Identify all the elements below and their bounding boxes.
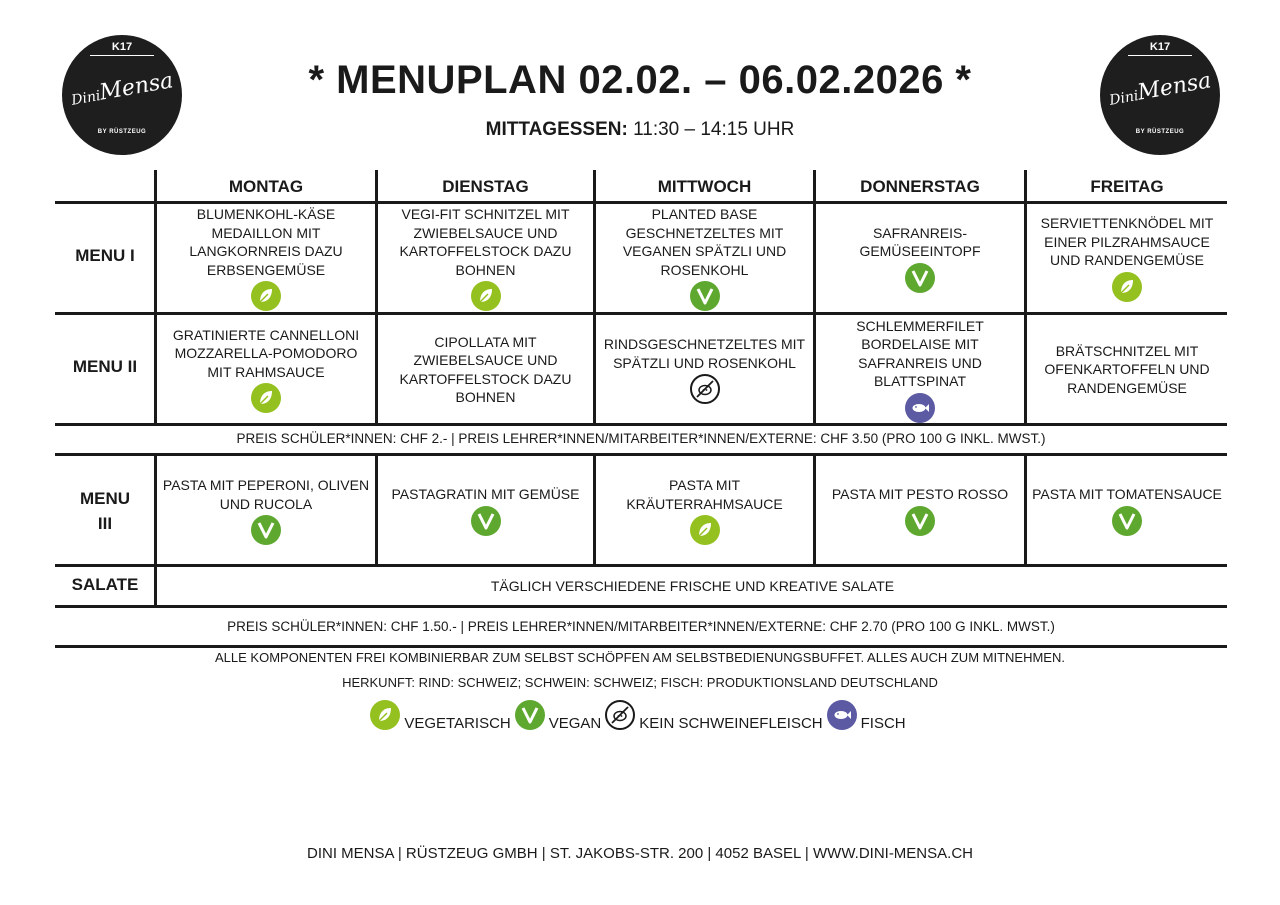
dish-text: GRATINIERTE CANNELLONI MOZZARELLA-POMODORO MIT RAHMSAUCE [172,326,360,380]
table-rule [55,564,1227,567]
vegan-icon [905,506,935,536]
legend [0,700,1280,730]
vegan-icon [515,700,545,730]
origin-note: HERKUNFT: RIND: SCHWEIZ; SCHWEIN: SCHWEIZ; FISCH: PRODUKTIONSLAND DEUTSCHLAND [342,675,938,690]
legend-vegan [515,700,602,730]
vegetarian-icon [370,700,400,730]
row-label-menu1: MENU I [75,246,135,265]
page-subtitle [0,119,1280,141]
menu3-monday [157,457,375,564]
dish-text: BLUMENKOHL-KÄSE MEDAILLON MIT LANGKORNREIS DAZU ERBSENGEMÜSE [189,206,343,278]
subtitle-label: MITTAGESSEN: [485,119,628,140]
vegan-icon [251,515,281,545]
dish-text: SAFRANREIS-GEMÜSEEINTOPF [859,224,981,259]
vegetarian-icon [690,515,720,545]
menu2-tuesday [378,316,593,423]
day-header-monday: MONTAG [228,177,304,196]
day-header-thursday: DONNERSTAG [860,177,980,196]
vegan-icon [690,281,720,311]
logo-divider [90,55,154,56]
dish-text: PASTA MIT KRÄUTERRAHMSAUCE [626,477,783,512]
salate-text: TÄGLICH VERSCHIEDENE FRISCHE UND KREATIVE SALATE [490,578,895,594]
row-label-menu3 [55,486,155,536]
dish-text: RINDSGESCHNETZELTES MIT SPÄTZLI UND ROSENKOHL [603,336,806,371]
legend-label: VEGETARISCH [404,715,511,732]
menu3-wednesday [596,457,813,564]
dish-text: BRÄTSCHNITZEL MIT OFENKARTOFFELN UND RANDENGEMÜSE [1044,342,1210,396]
dish-text: PASTA MIT PEPERONI, OLIVEN UND RUCOLA [162,477,370,512]
day-header-tuesday: DIENSTAG [442,177,529,196]
table-rule [55,312,1227,315]
dish-text: VEGI-FIT SCHNITZEL MIT ZWIEBELSAUCE UND KARTOFFELSTOCK DAZU BOHNEN [399,206,572,278]
dish-text: PASTAGRATIN MIT GEMÜSE [391,486,580,503]
legend-label: FISCH [860,715,906,732]
row-label-salate: SALATE [71,575,139,594]
dish-text: CIPOLLATA MIT ZWIEBELSAUCE UND KARTOFFELSTOCK DAZU BOHNEN [399,333,572,405]
menu3-tuesday [378,457,593,564]
logo-mensa: Mensa [97,68,176,106]
page-title: * MENUPLAN 02.02. – 06.02.2026 * [308,58,972,102]
vegetarian-icon [251,383,281,413]
vegetarian-icon [471,281,501,311]
menu3-friday [1027,457,1227,564]
menu1-monday [157,204,375,312]
menu2-friday [1027,316,1227,423]
menu3-thursday [816,457,1024,564]
legend-label: VEGAN [548,715,602,732]
legend-fish [827,700,906,730]
footer-address: DINI MENSA | RÜSTZEUG GMBH | ST. JAKOBS-STR. 200 | 4052 BASEL | WWW.DINI-MENSA.CH [307,845,973,862]
dish-text: SERVIETTENKNÖDEL MIT EINER PILZRAHMSAUCE UND RANDENGEMÜSE [1040,215,1214,269]
menu1-wednesday [596,204,813,312]
day-header-friday: FREITAG [1090,177,1164,196]
subtitle-time: 11:30 – 14:15 UHR [633,119,795,140]
menu1-friday [1027,204,1227,312]
table-rule [55,453,1227,456]
vegan-icon [471,506,501,536]
no-pork-icon [690,374,720,404]
table-rule [55,423,1227,426]
logo-mensa: Mensa [1135,68,1214,106]
row-label-menu2: MENU II [72,357,138,376]
legend-no-pork [605,700,822,730]
logo-by: BY RÜSTZEUG [1135,129,1185,135]
fish-icon [827,700,857,730]
logo-k17: K17 [111,41,133,53]
vegetarian-icon [1112,272,1142,302]
dish-text: PLANTED BASE GESCHNETZELTES MIT VEGANEN SPÄTZLI UND ROSENKOHL [622,206,787,278]
vegetarian-icon [251,281,281,311]
logo-dini: Dini [70,87,102,109]
legend-label: KEIN SCHWEINEFLEISCH [639,715,823,732]
table-rule [55,605,1227,608]
menu2-monday [157,316,375,423]
combination-note: ALLE KOMPONENTEN FREI KOMBINIERBAR ZUM SELBST SCHÖPFEN AM SELBSTBEDIENUNGSBUFFET. ALLES AUCH ZUM MITNEHMEN. [215,650,1065,665]
dish-text: SCHLEMMERFILET BORDELAISE MIT SAFRANREIS UND BLATTSPINAT [856,317,984,389]
menu2-wednesday [596,316,813,423]
dish-text: PASTA MIT PESTO ROSSO [831,486,1009,503]
menu1-thursday [816,204,1024,312]
dish-text: PASTA MIT TOMATENSAUCE [1032,486,1222,503]
vegan-icon [905,263,935,293]
row-label-menu3-line2: III [97,514,113,533]
price-info-main: PREIS SCHÜLER*INNEN: CHF 2.- | PREIS LEHRER*INNEN/MITARBEITER*INNEN/EXTERNE: CHF 3.50 (PRO 100 G INKL. MWST.) [236,431,1046,446]
fish-icon [905,393,935,423]
day-header-wednesday: MITTWOCH [657,177,752,196]
menu2-thursday [816,316,1024,423]
menu1-tuesday [378,204,593,312]
logo-k17: K17 [1149,41,1171,53]
no-pork-icon [605,700,635,730]
price-info-salad: PREIS SCHÜLER*INNEN: CHF 1.50.- | PREIS LEHRER*INNEN/MITARBEITER*INNEN/EXTERNE: CHF 2.70 (PRO 100 G INKL. MWST.) [227,619,1055,634]
legend-vegetarian [370,700,510,730]
row-label-menu3-line1: MENU [79,489,131,508]
logo-by: BY RÜSTZEUG [97,129,147,135]
vegan-icon [1112,506,1142,536]
logo-divider [1128,55,1192,56]
table-rule [55,645,1227,648]
logo-dini: Dini [1108,87,1140,109]
